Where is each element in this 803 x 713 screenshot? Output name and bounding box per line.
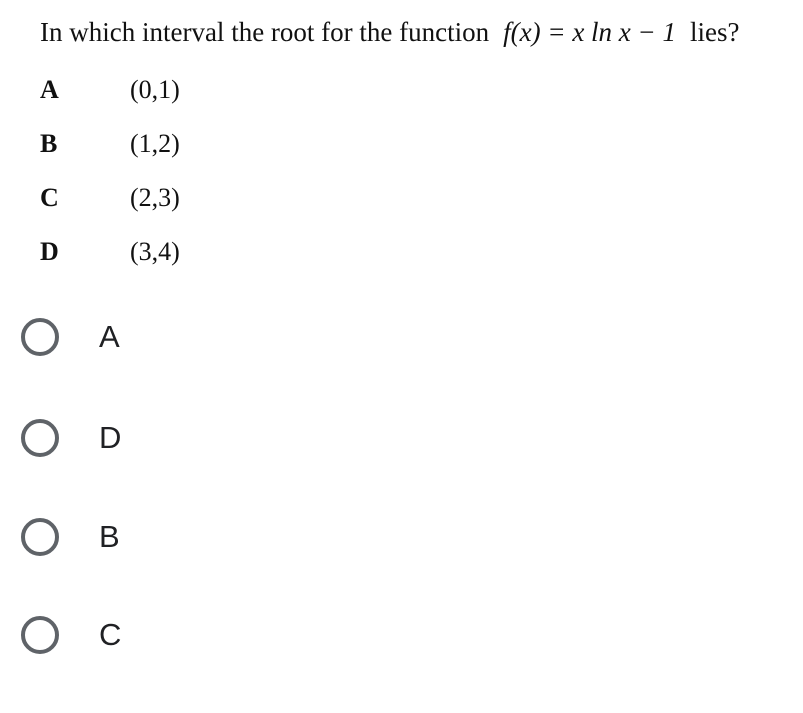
question-suffix: lies? bbox=[690, 17, 740, 47]
choice-b[interactable] bbox=[21, 512, 120, 562]
option-letter: C bbox=[40, 183, 59, 212]
option-interval: (1,2) bbox=[130, 129, 180, 158]
option-row-b bbox=[40, 126, 180, 162]
option-letter: A bbox=[40, 75, 59, 104]
option-interval: (2,3) bbox=[130, 183, 180, 212]
question-prefix: In which interval the root for the function bbox=[40, 17, 490, 47]
question-function: f(x) = x ln x − 1 bbox=[503, 17, 677, 47]
option-interval: (0,1) bbox=[130, 75, 180, 104]
radio-button-icon[interactable] bbox=[21, 518, 59, 556]
choice-label[interactable]: D bbox=[99, 420, 122, 455]
option-letter: D bbox=[40, 237, 59, 266]
choice-c[interactable] bbox=[21, 610, 121, 660]
option-interval: (3,4) bbox=[130, 237, 180, 266]
option-row-c bbox=[40, 180, 180, 216]
option-letter: B bbox=[40, 129, 58, 158]
option-row-a bbox=[40, 72, 180, 108]
choice-label[interactable]: B bbox=[99, 519, 120, 554]
radio-button-icon[interactable] bbox=[21, 318, 59, 356]
choice-label[interactable]: A bbox=[99, 319, 120, 354]
choice-a[interactable] bbox=[21, 312, 120, 362]
choice-d[interactable] bbox=[21, 413, 121, 463]
radio-button-icon[interactable] bbox=[21, 616, 59, 654]
question-text bbox=[40, 12, 740, 52]
choice-label[interactable]: C bbox=[99, 617, 122, 652]
option-row-d bbox=[40, 234, 180, 270]
radio-button-icon[interactable] bbox=[21, 419, 59, 457]
